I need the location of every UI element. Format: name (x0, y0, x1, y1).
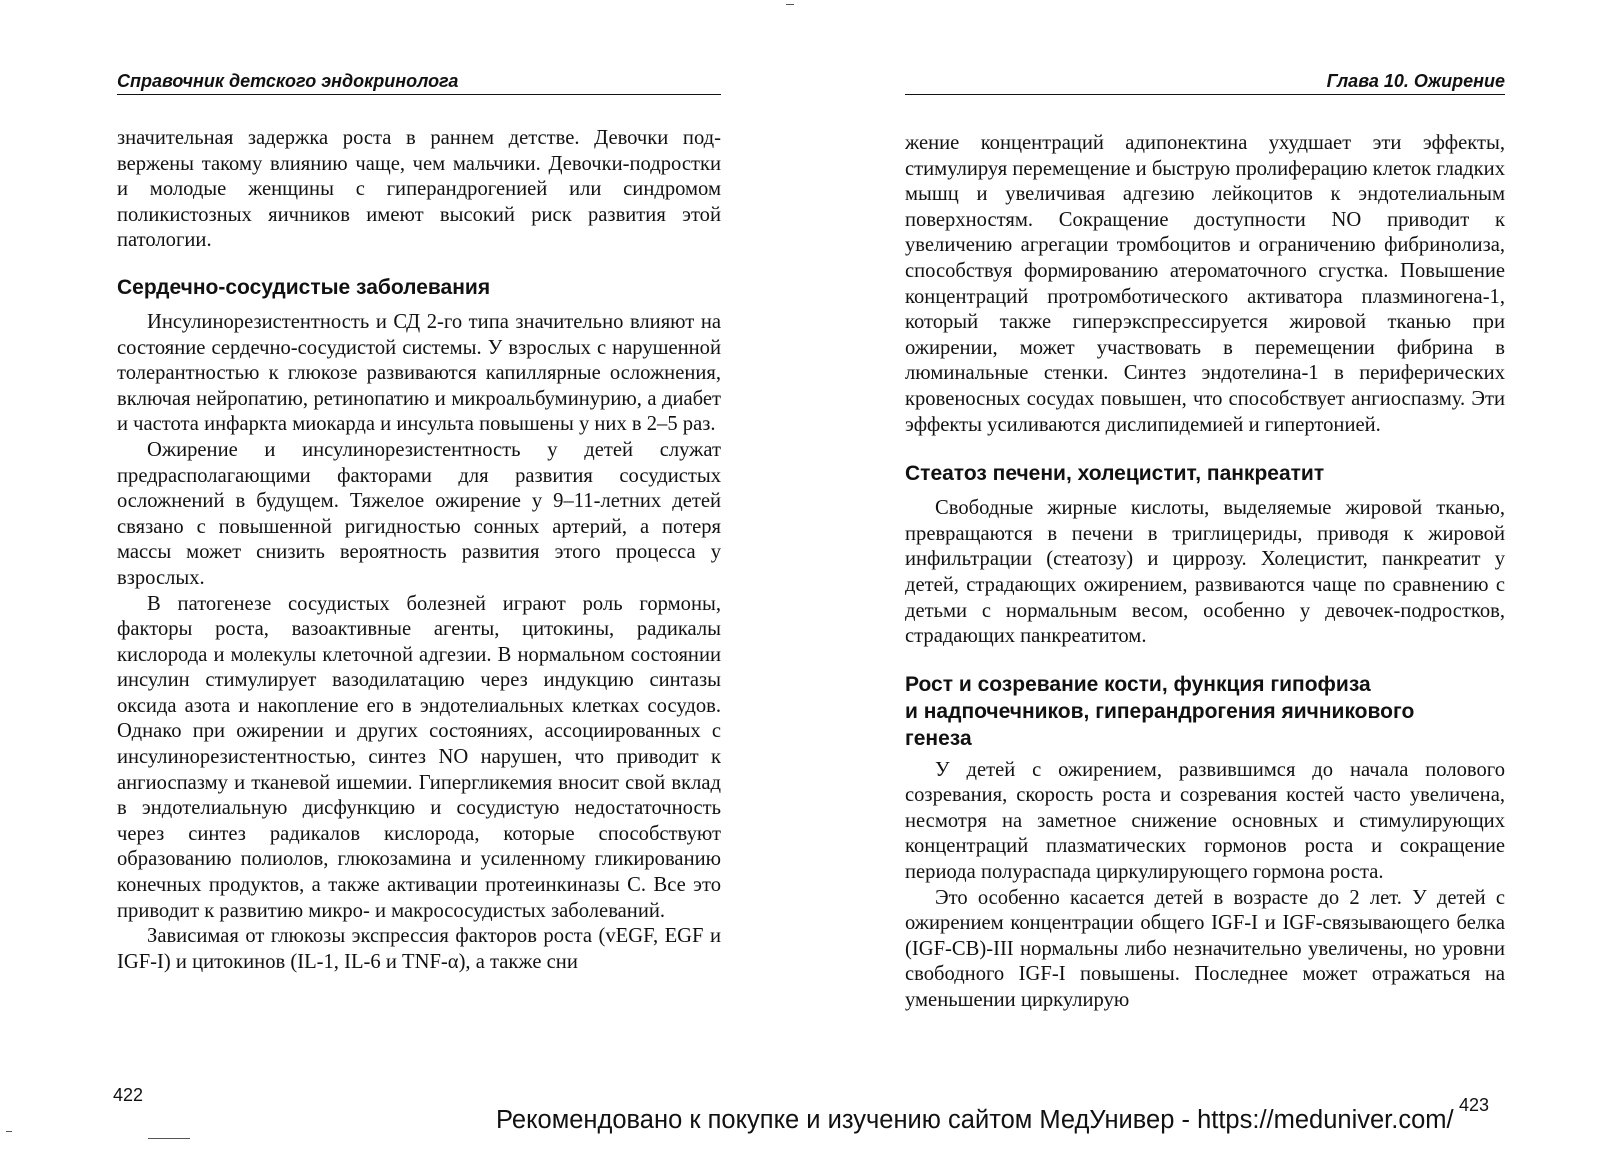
right-intro-paragraph: жение концентраций адипонектина ухудшает эти эффекты, стимулируя перемещение и быструю пролиферацию клеток гладких мышц и увеличивая адгезию лейкоцитов к эндотелиальным поверхностям. Сокращение доступности NO приводит к увеличению агрегации тромбоцитов и ограничению фибринолиза, способствуя формированию атероматочного сгустка. Повышение концентраций протромботического активатора плазминогена-1, который также гиперэкспрессируется жировой тканью при ожирении, может участвовать в перемещении фибрина в люминальные стенки. Синтез эндотелина-1 в периферических кровеносных сосудах повышен, что способствует ангиоспазму. Эти эффекты усиливаются дислипидемией и гипертонией. (905, 132, 1505, 436)
running-head-right: Глава 10. Ожирение (905, 68, 1505, 95)
heading-liver-steatosis: Стеатоз печени, холецистит, панкреатит (905, 462, 1325, 486)
left-intro-paragraph: значительная задержка роста в раннем детстве. Девочки подвержены такому влиянию чаще, чем мальчики. Девочки-подростки и молодые женщины с гиперандрогенией или синдромом поликистозных яичников имеют высокий риск развития этой патологии. (117, 127, 721, 252)
cardio-paragraph-4: Зависимая от глюкозы экспрессия факторов роста (vEGF, EGF и IGF-I) и цитокинов (IL-1, IL-6 и TNF-α), а также сни (117, 925, 721, 973)
page-number-right: 423 (1458, 1095, 1489, 1115)
liver-paragraph-1: Свободные жирные кислоты, выделяемые жировой тканью, превращаются в печени в триглицериды, приводя к жировой инфильтрации (стеатозу) и циррозу. Холецистит, панкреатит у детей, страдающих ожирением, развиваются чаще по сравнению с детьми с нормальным весом, особенно у девочек-подростков, страдающих панкреатитом. (905, 497, 1505, 648)
bone-paragraph-2: Это особенно касается детей в возрасте до 2 лет. У детей с ожирением концентрации общего IGF-I и IGF-связывающего белка (IGF-CB)-III нормальны либо незначительно увеличены, но уровни свободного IGF-I повышены. Последнее может отражаться на уменьшении циркулирую (905, 886, 1505, 1012)
cardio-paragraph-2: Ожирение и инсулинорезистентность у детей служат предрасполагающими факторами для развития сосудистых осложнений в будущем. Тяжелое ожирение у 9–11-летних детей связано с повышенной ригидностью сонных артерий, а потеря массы может снизить вероятность развития этого процесса у взрослых. (117, 438, 721, 589)
left-page-body (117, 126, 721, 975)
cardio-paragraph-3: В патогенезе сосудистых болезней играют роль гормоны, факторы роста, вазоактивные агенты, цитокины, радикалы кислорода и молекулы клеточной адгезии. В нормальном состоянии инсулин стимулирует вазодилатацию через индукцию синтазы оксида азота и накопление его в эндотелиальных клетках сосудов. Однако при ожирении и других состояниях, ассоциированных с инсулинорезистентностью, синтез NO нарушен, что приводит к ангиоспазму и тканевой ишемии. Гипергликемия вносит свой вклад в эндотелиальную дисфункцию и сосудистую недостаточность через синтез радикалов кислорода, которые способствуют образованию полиолов, глюкозамина и усиленному гликированию конечных продуктов, а также активации протеинкиназы С. Все это приводит к развитию микро- и макрососудистых заболеваний. (117, 592, 721, 922)
heading-bone-growth-line-1: Рост и созревание кости, функция гипофиза (905, 672, 1371, 696)
scan-mark-bottom-left (148, 1138, 190, 1139)
watermark-footer: Рекомендовано к покупке и изучению сайтом МедУнивер - https://meduniver.com/ (496, 1106, 1454, 1134)
heading-cardiovascular: Сердечно-сосудистые заболевания (117, 275, 491, 299)
scan-mark-edge (6, 1131, 12, 1132)
page-number-left: 422 (113, 1085, 144, 1105)
bone-paragraph-1: У детей с ожирением, развившимся до начала полового созревания, скорость роста и созревания костей часто увеличена, несмотря на заметное снижение основных и стимулирующих концентраций плазматических гормонов роста и сокращение периода полураспада циркулирующего гормона роста. (905, 758, 1505, 884)
heading-bone-growth-line-2: и надпочечников, гиперандрогения яичникового (905, 699, 1415, 723)
right-page-body (905, 131, 1505, 1014)
cardio-paragraph-1: Инсулинорезистентность и СД 2-го типа значительно влияют на состояние сердечно-сосудистой системы. У взрослых с нарушенной толерантностью к глюкозе развиваются капиллярные осложнения, включая нейропатию, ретинопатию и микроальбуминурию, а диабет и частота инфаркта миокарда и инсульта повышены у них в 2–5 раз. (117, 310, 721, 436)
heading-bone-growth (905, 671, 1505, 752)
running-head-left: Справочник детского эндокринолога (117, 68, 721, 95)
heading-bone-growth-line-3: генеза (905, 726, 972, 750)
scan-mark-top (786, 4, 794, 5)
